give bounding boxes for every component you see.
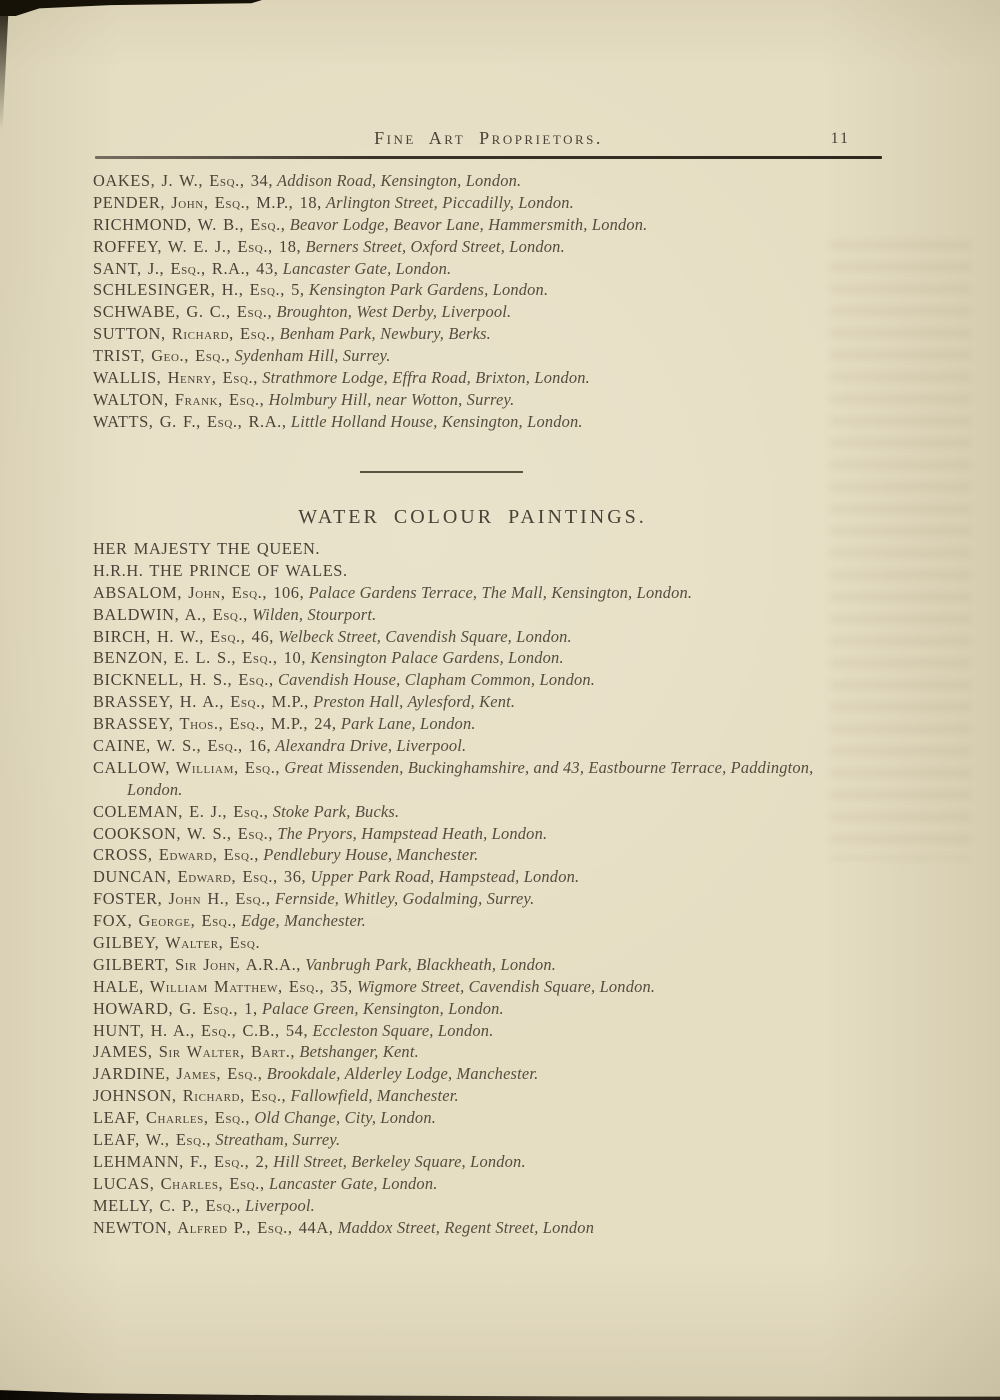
entry-address: Broughton, West Derby, Liverpool. [272,302,512,322]
entry-name: LEHMANN, F., Esq., 2, [93,1151,269,1171]
directory-entry [93,888,955,910]
entry-name: SUTTON, Richard, Esq., [93,324,276,344]
fine-art-proprietors-list [93,170,955,433]
entry-address: Wilden, Stourport. [247,604,377,624]
directory-entry [93,1151,955,1173]
directory-entry [93,647,955,669]
directory-entry [93,1129,955,1151]
section-title-water-colour-paintings: WATER COLOUR PAINTINGS. [298,506,647,528]
entry-address: Upper Park Road, Hampstead, London. [306,867,580,887]
directory-entry [93,954,955,976]
entry-address: Park Lane, London. [336,714,476,734]
directory-entry [93,1107,955,1129]
directory-entry [93,976,955,998]
entry-address: Old Change, City, London. [250,1108,437,1128]
entry-address: Fernside, Whitley, Godalming, Surrey. [270,889,535,909]
entry-name: LEAF, Charles, Esq., [93,1108,251,1128]
scan-edge-artifact-bottom [0,1388,1000,1400]
entry-address: Welbeck Street, Cavendish Square, London. [273,626,572,646]
entry-name: CROSS, Edward, Esq., [93,845,259,865]
entry-address: Liverpool. [240,1195,315,1215]
water-colour-paintings-list [93,538,955,1239]
entry-name: BRASSEY, H. A., Esq., M.P., [93,692,309,712]
entry-name: H.R.H. THE PRINCE OF WALES. [93,560,348,580]
entry-address: Wigmore Street, Cavendish Square, London. [352,976,656,996]
directory-entry [93,823,955,845]
running-head [95,128,882,154]
directory-entry [93,932,955,954]
scan-edge-artifact-left [0,0,9,130]
directory-entry [93,1063,955,1085]
entry-address: Maddox Street, Regent Street, London [333,1217,595,1237]
entry-address: Brookdale, Alderley Lodge, Manchester. [262,1064,539,1084]
directory-entry [93,626,955,648]
directory-entry [93,998,955,1020]
entry-name: JAMES, Sir Walter, Bart., [93,1042,296,1062]
entry-address: Vanbrugh Park, Blackheath, London. [301,954,557,974]
directory-entry [93,1020,955,1042]
entry-name: SCHWABE, G. C., Esq., [93,302,273,322]
directory-entry [93,279,955,301]
entry-address: Beavor Lodge, Beavor Lane, Hammersmith, London. [285,214,648,234]
directory-entry [93,604,955,626]
entry-address: Holmbury Hill, near Wotton, Surrey. [264,389,515,409]
scan-edge-artifact-top-left [0,0,262,16]
directory-entry [93,1195,955,1217]
entry-name: DUNCAN, Edward, Esq., 36, [93,867,307,887]
entry-name: WATTS, G. F., Esq., R.A., [93,411,287,431]
entry-address: Pendlebury House, Manchester. [258,845,479,865]
directory-entry [93,236,955,258]
entry-address: Kensington Palace Gardens, London. [306,648,564,668]
entry-name: ROFFEY, W. E. J., Esq., 18, [93,236,302,256]
directory-entry [93,214,955,236]
directory-entry [93,691,955,713]
directory-entry [93,910,955,932]
entry-name: RICHMOND, W. B., Esq., [93,214,286,234]
entry-address: Kensington Park Gardens, London. [304,280,549,300]
directory-entry [93,735,955,757]
entry-name: HALE, William Matthew, Esq., 35, [93,976,353,996]
directory-entry [93,170,955,192]
entry-name: LEAF, W., Esq., [93,1130,212,1150]
entry-address: London. [127,779,183,799]
entry-name: GILBEY, Walter, Esq. [93,933,261,953]
directory-entry [93,301,955,323]
entry-name: LUCAS, Charles, Esq., [93,1173,265,1193]
entry-address: Betshanger, Kent. [295,1042,419,1062]
directory-entry [93,538,955,560]
directory-entry [93,844,955,866]
entry-name: HOWARD, G. Esq., 1, [93,998,258,1018]
entry-address: The Pryors, Hampstead Heath, London. [273,823,548,843]
entry-address: Cavendish House, Clapham Common, London. [273,670,596,690]
directory-entry [93,1217,955,1239]
entry-name: MELLY, C. P., Esq., [93,1195,241,1215]
directory-entry [93,389,955,411]
directory-entry [93,1173,955,1195]
entry-name: CALLOW, William, Esq., [93,757,281,777]
entry-name: CAINE, W. S., Esq., 16, [93,736,272,756]
entry-address-continuation [93,779,955,801]
entry-address: Lancaster Gate, London. [278,258,452,278]
directory-entry [93,713,955,735]
directory-entry [93,560,955,582]
entry-address: Great Missenden, Buckinghamshire, and 43, Eastbourne Terrace, Paddington, [280,757,814,777]
entry-name: BIRCH, H. W., Esq., 46, [93,626,274,646]
entry-address: Berners Street, Oxford Street, London. [301,236,565,256]
header-rule [95,156,882,159]
entry-address: Fallowfield, Manchester. [286,1086,459,1106]
entry-name: FOSTER, John H., Esq., [93,889,271,909]
directory-entry [93,323,955,345]
entry-name: SANT, J., Esq., R.A., 43, [93,258,279,278]
directory-entry [93,582,955,604]
directory-entry [93,801,955,823]
entry-name: WALLIS, Henry, Esq., [93,368,258,388]
entry-address: Benham Park, Newbury, Berks. [275,324,491,344]
entry-name: WALTON, Frank, Esq., [93,389,265,409]
entry-address: Lancaster Gate, London. [264,1173,438,1193]
entry-name: BENZON, E. L. S., Esq., 10, [93,648,307,668]
entry-address: Palace Green, Kensington, London. [257,998,504,1018]
entry-address: Hill Street, Berkeley Square, London. [269,1151,526,1171]
entry-address: Edge, Manchester. [236,911,366,931]
entry-name: BICKNELL, H. S., Esq., [93,670,274,690]
entry-name: HER MAJESTY THE QUEEN. [93,539,321,558]
entry-address: Sydenham Hill, Surrey. [230,346,391,366]
entry-name: BRASSEY, Thos., Esq., M.P., 24, [93,714,337,734]
entry-name: HUNT, H. A., Esq., C.B., 54, [93,1020,309,1040]
entry-address: Arlington Street, Piccadilly, London. [321,192,574,212]
entry-address: Preston Hall, Aylesford, Kent. [308,692,516,712]
directory-entry [93,1041,955,1063]
entry-address: Eccleston Square, London. [308,1020,494,1040]
entry-name: BALDWIN, A., Esq., [93,604,248,624]
entry-address: Palace Gardens Terrace, The Mall, Kensington, London. [304,582,693,602]
entry-name: COLEMAN, E. J., Esq., [93,801,269,821]
entry-address: Addison Road, Kensington, London. [273,171,522,190]
entry-name: COOKSON, W. S., Esq., [93,823,274,843]
running-title: Fine Art Proprietors. [374,128,603,148]
entry-address: Alexandra Drive, Liverpool. [271,736,467,756]
directory-entry [93,345,955,367]
entry-address: Stoke Park, Bucks. [268,801,400,821]
directory-entry [93,757,955,779]
entry-name: NEWTON, Alfred P., Esq., 44A, [93,1217,334,1237]
directory-entry [93,866,955,888]
directory-entry [93,1085,955,1107]
section-divider-rule [360,471,523,473]
directory-entry [93,192,955,214]
page-number: 11 [830,130,850,147]
entry-address: Streatham, Surrey. [211,1130,341,1150]
entry-name: OAKES, J. W., Esq., 34, [93,171,274,190]
entry-name: FOX, George, Esq., [93,911,237,931]
entry-name: JARDINE, James, Esq., [93,1064,263,1084]
entry-name: PENDER, John, Esq., M.P., 18, [93,192,322,212]
entry-name: ABSALOM, John, Esq., 106, [93,582,305,602]
directory-entry [93,258,955,280]
directory-entry [93,669,955,691]
entry-address: Strathmore Lodge, Effra Road, Brixton, London. [257,368,590,388]
entry-name: TRIST, Geo., Esq., [93,346,231,366]
entry-address: Little Holland House, Kensington, London. [286,411,583,431]
directory-entry [93,367,955,389]
entry-name: JOHNSON, Richard, Esq., [93,1086,287,1106]
entry-name: SCHLESINGER, H., Esq., 5, [93,280,305,300]
directory-entry [93,411,955,433]
entry-name: GILBERT, Sir John, A.R.A., [93,954,301,974]
